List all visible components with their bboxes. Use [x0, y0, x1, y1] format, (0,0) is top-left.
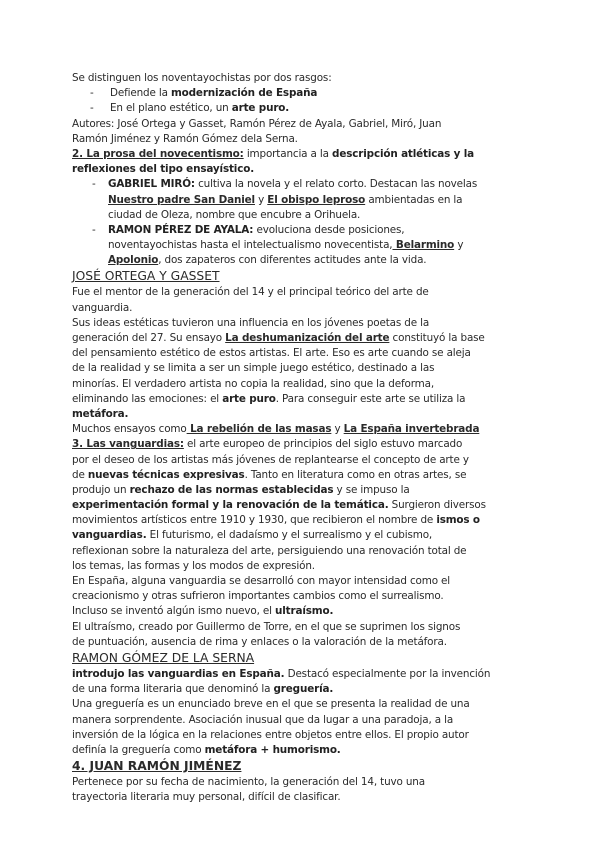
intro-line — [72, 71, 542, 86]
text: movimientos artísticos entre 1910 y 1930, que recibieron el nombre de — [72, 514, 437, 527]
heading-juan-ramon: 4. JUAN RAMÓN JIMÉNEZ — [72, 759, 242, 774]
text-line — [72, 285, 542, 300]
bold-text: arte puro — [222, 392, 276, 405]
text: constituyó la base — [389, 332, 485, 344]
text: Una greguería es un enunciado breve en el que se presenta la realidad de una — [72, 698, 470, 711]
bullet-item — [72, 101, 542, 116]
text: de la realidad y se limita a ser un simple juego estético, destinado a las — [72, 362, 435, 375]
text: Fue el mentor de la generación del 14 y el principal teórico del arte de — [72, 286, 429, 299]
bullet-item — [72, 86, 542, 101]
dash: - — [92, 178, 96, 191]
text: Destacó especialmente por la invención — [284, 667, 491, 680]
text: eliminando las emociones: el — [72, 392, 223, 405]
bold-text: ismos o — [436, 514, 480, 527]
bullet-continuation — [72, 253, 542, 268]
bold-text: metáfora. — [72, 407, 129, 420]
document-body — [72, 71, 542, 805]
text: el arte europeo de principios del siglo estuvo marcado — [183, 438, 463, 451]
text: de — [72, 468, 88, 481]
text: y — [454, 239, 464, 252]
text: y — [331, 423, 344, 436]
section-title: 3. Las vanguardias: — [72, 438, 184, 451]
text-line — [72, 620, 542, 635]
bold-text: experimentación formal y la renovación de la temática. — [72, 499, 389, 512]
work-title: La deshumanización del arte — [225, 332, 390, 344]
bullet-continuation — [72, 193, 542, 208]
text: y — [254, 193, 268, 206]
work-title: Belarmino — [392, 239, 455, 252]
text: vanguardia. — [72, 301, 133, 314]
text-line — [72, 790, 542, 805]
section-title: 2. La prosa del novecentismo: — [72, 147, 244, 160]
text-line — [72, 468, 542, 483]
work-title: La rebelión de las masas — [186, 423, 332, 436]
text: generación del 27. Su ensayo — [72, 332, 226, 344]
text: produjo un — [72, 483, 130, 496]
text: los temas, las formas y los modos de expresión. — [72, 559, 315, 572]
bold-text: vanguardias. — [72, 529, 147, 542]
work-title: Apolonio — [108, 254, 159, 267]
text: En el plano estético, un — [110, 102, 232, 115]
bold-text: descripción atléticas y la — [332, 147, 475, 160]
bold-text: rechazo de las normas establecidas — [129, 483, 334, 496]
text-line — [72, 667, 542, 682]
text: . Tanto en literatura como en otras artes, se — [244, 468, 467, 481]
text-line — [72, 483, 542, 498]
bold-text: modernización de España — [170, 87, 318, 100]
bold-text: metáfora + humorismo. — [204, 743, 341, 756]
text-line — [72, 728, 542, 743]
text-line — [72, 513, 542, 528]
text: Surgieron diversos — [388, 499, 486, 512]
text: y se impuso la — [333, 483, 410, 496]
text: En España, alguna vanguardia se desarrolló con mayor intensidad como el — [72, 575, 451, 587]
text-line — [72, 574, 542, 589]
bold-text: introdujo las vanguardias en España. — [72, 667, 285, 680]
dash: - — [90, 87, 94, 100]
text-line — [72, 743, 542, 758]
text: evoluciona desde posiciones, — [253, 223, 405, 236]
text-line — [72, 589, 542, 604]
text-line — [72, 528, 542, 543]
text: importancia a la — [243, 147, 333, 160]
bullet-continuation — [72, 238, 542, 253]
text-line — [72, 331, 542, 346]
text: inversión de la lógica en la relaciones entre objetos entre ellos. El propio autor — [72, 728, 469, 741]
text-line — [72, 775, 542, 790]
text-line — [72, 346, 542, 361]
work-title: Nuestro padre San Daniel — [108, 193, 255, 206]
text: Se distinguen los noventayochistas por dos rasgos: — [72, 72, 332, 84]
text: de una forma literaria que denominó la — [72, 683, 274, 696]
text: trayectoria literaria muy personal, difícil de clasificar. — [72, 791, 341, 804]
text-line — [72, 544, 542, 559]
text-line — [72, 635, 542, 650]
text-line — [72, 162, 542, 177]
text: definía la greguería como — [72, 743, 205, 756]
bullet-continuation — [72, 208, 542, 223]
text-line — [72, 713, 542, 728]
text-line — [72, 361, 542, 376]
text: Incluso se inventó algún ismo nuevo, el — [72, 605, 276, 618]
section-3-heading — [72, 437, 542, 452]
work-title: El obispo leproso — [267, 193, 366, 206]
text-line — [72, 559, 542, 574]
text: Defiende la — [110, 87, 171, 100]
author-name: RAMON PÉREZ DE AYALA: — [108, 223, 254, 236]
text: Muchos ensayos como — [72, 423, 187, 436]
bold-text: greguería. — [273, 683, 334, 696]
text: El ultraísmo, creado por Guillermo de Torre, en el que se suprimen los signos — [72, 620, 461, 633]
text: . Para conseguir este arte se utiliza la — [275, 392, 466, 405]
text-line — [72, 453, 542, 468]
text-line — [72, 377, 542, 392]
bullet-item-ayala — [72, 223, 542, 238]
text: Autores: José Ortega y Gasset, Ramón Pérez de Ayala, Gabriel, Miró, Juan — [72, 117, 442, 130]
text-line — [72, 498, 542, 513]
text: minorías. El verdadero artista no copia la realidad, sino que la deforma, — [72, 377, 434, 390]
text-line — [72, 392, 542, 407]
text-line — [72, 604, 542, 619]
text-line — [72, 697, 542, 712]
text-line — [72, 132, 542, 147]
text-line — [72, 422, 542, 437]
bullet-item-miro — [72, 177, 542, 192]
text: , dos zapateros con diferentes actitudes ante la vida. — [158, 254, 427, 267]
bold-text: nuevas técnicas expresivas — [87, 468, 245, 481]
bold-text: arte puro. — [231, 102, 290, 115]
bold-text: reflexiones del tipo ensayístico. — [72, 163, 255, 176]
text: manera sorprendente. Asociación inusual que da lugar a una paradoja, a la — [72, 713, 454, 726]
section-2-heading — [72, 147, 542, 162]
text-line — [72, 117, 542, 132]
text: del pensamiento estético de estos artistas. El arte. Eso es arte cuando se aleja — [72, 347, 471, 360]
text: ciudad de Oleza, nombre que encubre a Orihuela. — [108, 208, 361, 221]
text: de puntuación, ausencia de rima y enlaces o la valoración de la metáfora. — [72, 635, 447, 648]
text-line — [72, 407, 542, 422]
work-title: La España invertebrada — [343, 423, 480, 436]
text: por el deseo de los artistas más jóvenes de replantearse el concepto de arte y — [72, 453, 469, 466]
text: Pertenece por su fecha de nacimiento, la generación del 14, tuvo una — [72, 776, 425, 789]
text: noventayochistas hasta el intelectualismo novecentista, — [108, 239, 393, 252]
text-line — [72, 682, 542, 697]
text-line — [72, 301, 542, 316]
dash: - — [90, 102, 94, 115]
text: cultiva la novela y el relato corto. Destacan las novelas — [194, 178, 478, 191]
text: reflexionan sobre la naturaleza del arte, persiguiendo una renovación total de — [72, 544, 467, 557]
text: Sus ideas estéticas tuvieron una influencia en los jóvenes poetas de la — [72, 316, 430, 329]
heading-ortega: JOSÉ ORTEGA Y GASSET — [72, 269, 220, 284]
text-line — [72, 316, 542, 331]
heading-ramon: RAMON GÓMEZ DE LA SERNA — [72, 650, 255, 665]
dash: - — [92, 223, 96, 236]
text: El futurismo, el dadaísmo y el surrealismo y el cubismo, — [146, 529, 433, 542]
author-name: GABRIEL MIRÓ: — [108, 178, 195, 191]
text: ambientadas en la — [365, 193, 463, 206]
bold-text: ultraísmo. — [275, 605, 334, 618]
text: creacionismo y otras sufrieron importantes cambios como el surrealismo. — [72, 590, 444, 603]
text: Ramón Jiménez y Ramón Gómez dela Serna. — [72, 132, 298, 145]
